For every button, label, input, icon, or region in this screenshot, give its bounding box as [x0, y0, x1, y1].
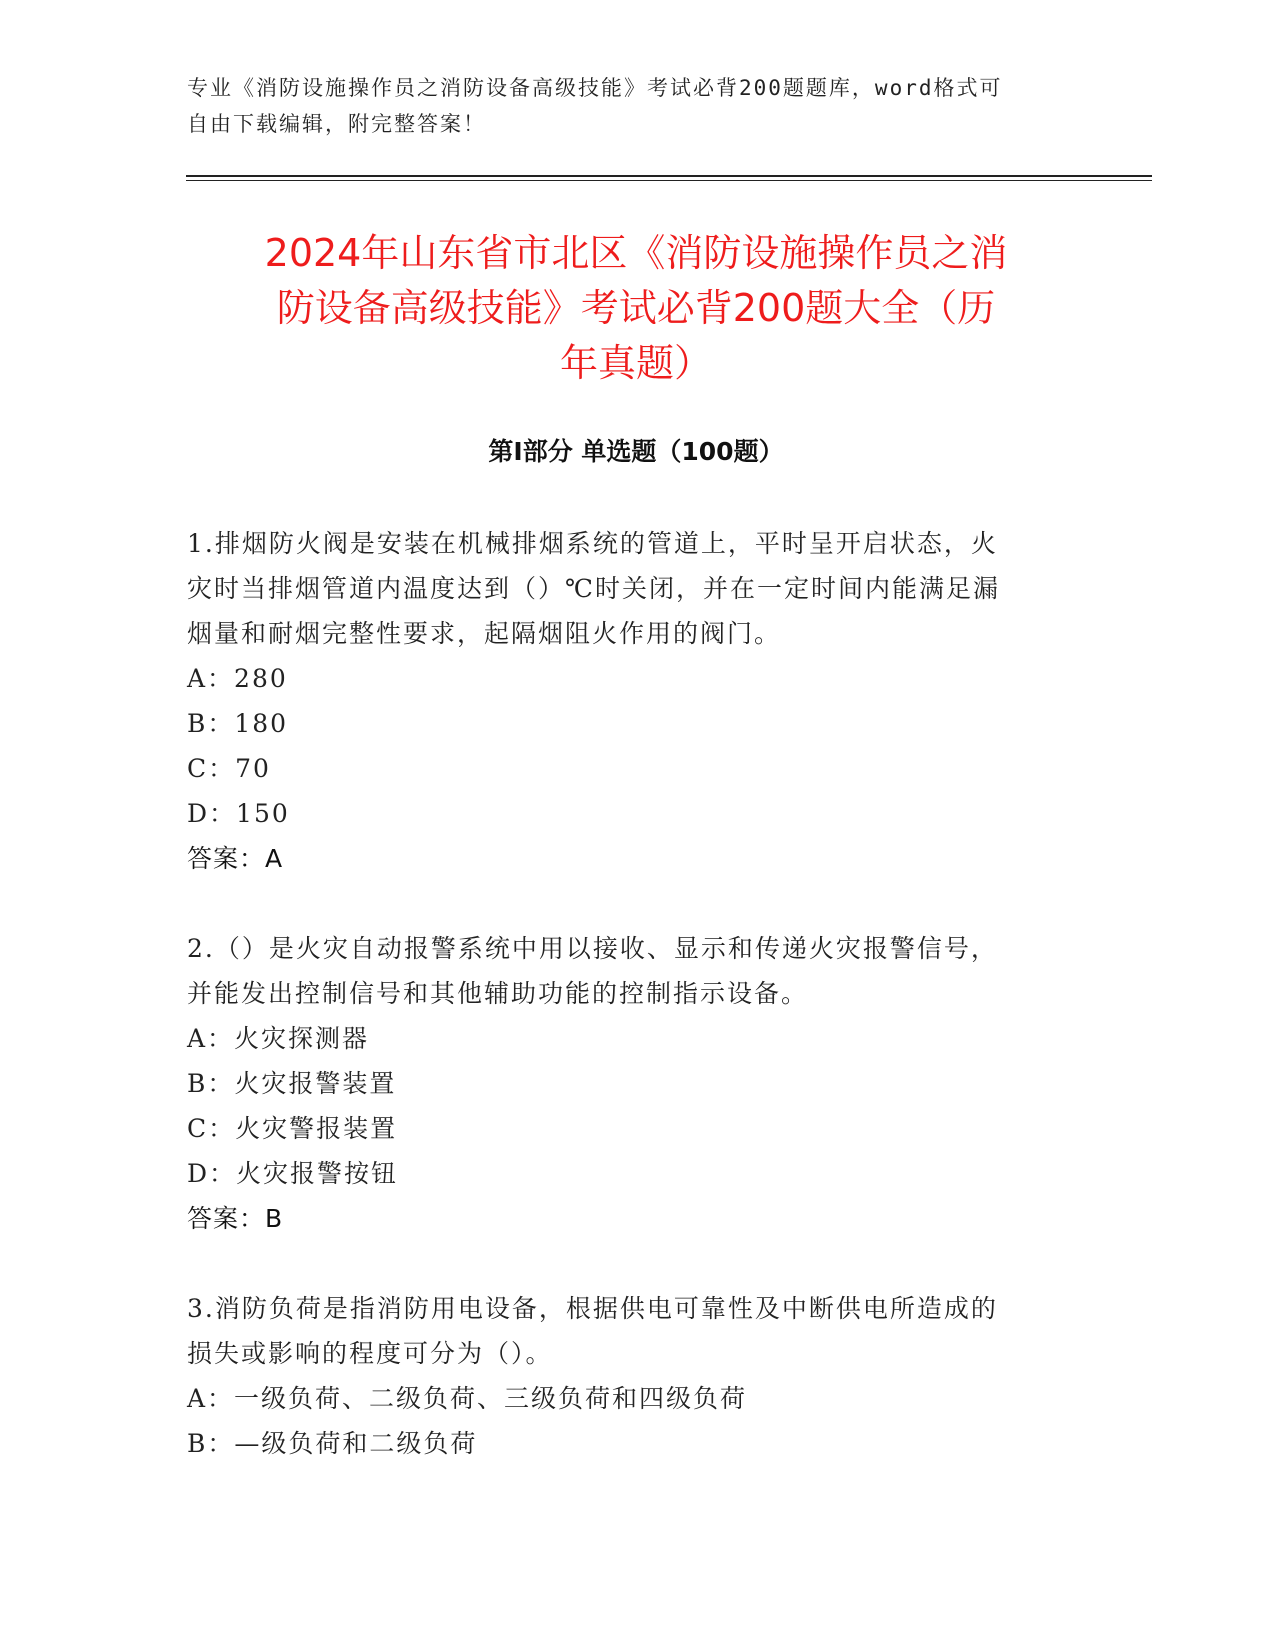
title-line: 2024年山东省市北区《消防设施操作员之消 [264, 231, 1008, 275]
page-title [186, 226, 1086, 391]
header-divider [186, 175, 1152, 177]
option-b: B：火灾报警装置 [187, 1069, 397, 1098]
option-d: D：150 [187, 799, 290, 828]
question-item [187, 521, 1067, 881]
question-stem-line: 2.（）是火灾自动报警系统中用以接收、显示和传递火灾报警信号， [187, 934, 998, 963]
question-stem-line: 损失或影响的程度可分为（）。 [187, 1339, 553, 1368]
option-c: C：火灾警报装置 [187, 1114, 398, 1143]
question-stem [187, 521, 1067, 656]
header-note-line: 自由下载编辑，附完整答案！ [187, 112, 486, 136]
option-b: B：180 [187, 709, 289, 738]
title-line: 年真题） [559, 341, 712, 385]
question-stem [187, 926, 1067, 1016]
header-divider-thin [186, 180, 1152, 181]
question-item [187, 926, 1067, 1241]
answer: 答案：B [187, 1204, 284, 1233]
question-stem-line: 1.排烟防火阀是安装在机械排烟系统的管道上，平时呈开启状态，火 [187, 529, 998, 558]
question-stem-line: 3.消防负荷是指消防用电设备，根据供电可靠性及中断供电所造成的 [187, 1294, 998, 1323]
header-note [187, 70, 1087, 142]
option-d: D：火灾报警按钮 [187, 1159, 399, 1188]
option-c: C：70 [187, 754, 271, 783]
question-stem-line: 灾时当排烟管道内温度达到（）℃时关闭，并在一定时间内能满足漏 [187, 574, 1000, 603]
question-item [187, 1286, 1067, 1466]
question-stem [187, 1286, 1067, 1376]
header-note-line: 专业《消防设施操作员之消防设备高级技能》考试必背200题题库，word格式可 [187, 76, 1003, 100]
section-title: 第Ⅰ部分 单选题（100题） [488, 437, 784, 466]
title-line: 防设备高级技能》考试必背200题大全（历 [276, 286, 996, 330]
answer: 答案：A [187, 844, 284, 873]
option-a: A：280 [187, 664, 288, 693]
option-b: B：—级负荷和二级负荷 [187, 1429, 478, 1458]
question-stem-line: 并能发出控制信号和其他辅助功能的控制指示设备。 [187, 979, 809, 1008]
question-stem-line: 烟量和耐烟完整性要求，起隔烟阻火作用的阀门。 [187, 619, 782, 648]
option-a: A：火灾探测器 [187, 1024, 370, 1053]
option-a: A：一级负荷、二级负荷、三级负荷和四级负荷 [187, 1384, 748, 1413]
